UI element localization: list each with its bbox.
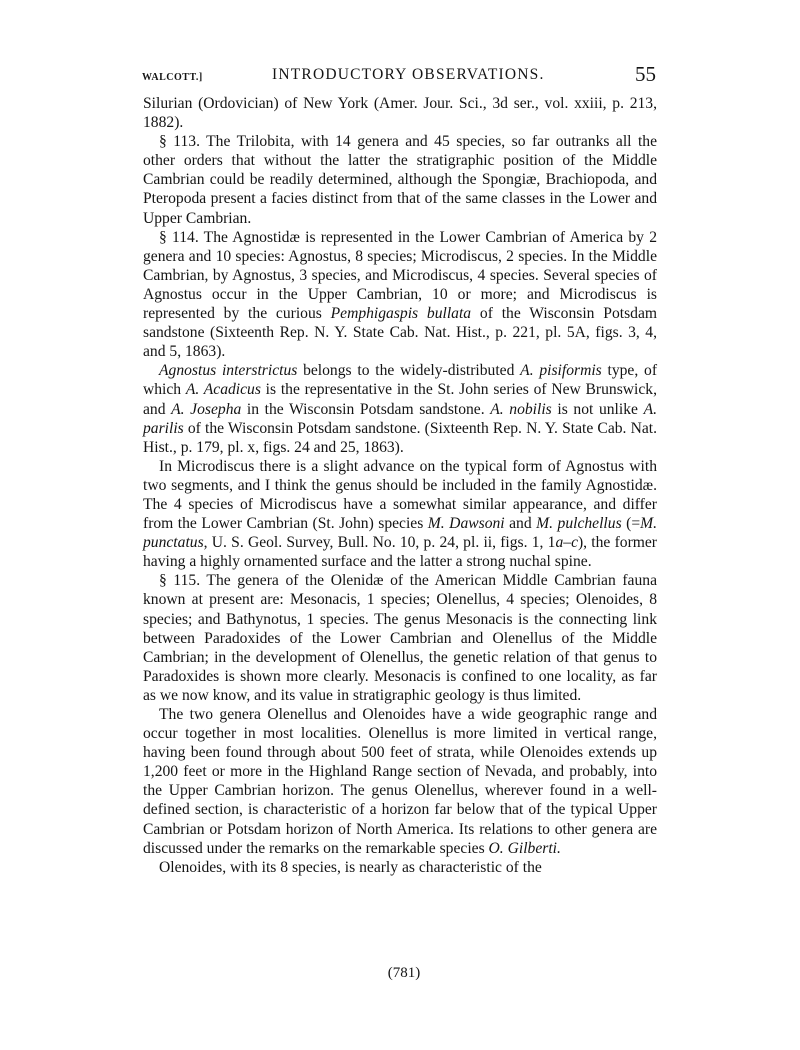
text-run: § 115. The genera of the Olenidæ of the American Middle Cambrian fauna known at present are: Mesonacis, 1 species; Olenellus, 4 species; Olenoides, 8 species; and Bathynotus, 1 species. The genus Mesonacis is the connecting link between Paradoxides of the Lower Cambrian and Olenellus of the Middle Cambrian; in the development of Olenellus, the genetic relation of that genus to Paradoxides is shown more clearly. Mesonacis is confined to one locality, as far as we now know, and its value in stratigraphic geology is thus limited.	[143, 572, 657, 704]
page-footer	[0, 965, 800, 982]
text-run: Silurian (Ordovician) of New York (Amer. Jour. Sci., 3d ser., vol. xxiii, p. 213, 1882).	[143, 95, 657, 132]
paragraph	[143, 228, 657, 362]
paragraph	[143, 94, 657, 132]
italic-text: Agnostus interstrictus	[159, 362, 298, 380]
italic-text: a–c	[555, 534, 578, 552]
text-run: of the Wisconsin Potsdam sandstone (Sixteenth Rep. N. Y. State Cab. Nat. Hist., p. 221, pl. 5A, figs. 3, 4, and 5, 1863).	[143, 305, 657, 361]
paragraph	[143, 858, 657, 877]
text-run: Olenoides, with its 8 species, is nearly as characteristic of the	[159, 858, 542, 876]
text-run: , U. S. Geol. Survey, Bull. No. 10, p. 24, pl. ii, figs. 1, 1	[203, 534, 556, 552]
italic-text: A. nobilis	[490, 400, 552, 418]
page-header	[142, 62, 656, 92]
italic-text: M. punctatus	[143, 515, 658, 552]
text-run: § 113. The Trilobita, with 14 genera and 45 species, so far outranks all the other orders that without the latter the stratigraphic position of the Middle Cambrian could be readily determined, although the Spongiæ, Brachiopoda, and Pteropoda present a facies distinct from that of the same classes in the Lower and Upper Cambrian.	[143, 133, 657, 227]
text-run: belongs to the widely-distributed	[297, 362, 521, 380]
text-run: in the Wisconsin Potsdam sandstone.	[241, 400, 491, 418]
italic-text: A. Josepha	[171, 400, 242, 418]
italic-text: A. parilis	[143, 400, 657, 437]
text-run: and	[504, 515, 537, 533]
running-title: INTRODUCTORY OBSERVATIONS.	[272, 66, 545, 83]
italic-text: M. pulchellus	[536, 515, 622, 533]
text-run: ), the former having a highly ornamented surface and the latter a strong nuchal spine.	[143, 534, 658, 571]
paragraph	[143, 361, 657, 456]
page-number: 55	[635, 62, 656, 86]
italic-text: Pemphigaspis bullata	[330, 305, 472, 323]
text-run: is the representative in the St. John series of New Brunswick, and	[143, 381, 657, 418]
paragraph	[143, 457, 657, 572]
text-run: (=	[621, 515, 641, 533]
text-run: The two genera Olenellus and Olenoides have a wide geographic range and occur together in most localities. Olenellus is more limited in vertical range, having been found through about 500 feet of strata, while Olenoides extends up 1,200 feet or more in the Highland Range section of Nevada, and probably, into the Upper Cambrian horizon. The genus Olenellus, wherever found in a well-defined section, is characteristic of a horizon far below that of the typical Upper Cambrian or Potsdam horizon of North America. Its relations to other genera are discussed under the remarks on the remarkable species	[143, 706, 657, 857]
folio-number: (781)	[387, 965, 421, 981]
italic-text: O. Gilberti.	[488, 839, 561, 857]
italic-text: A. pisiformis	[520, 362, 602, 380]
paragraph	[143, 705, 657, 858]
paragraph	[143, 571, 657, 705]
paragraph	[143, 132, 657, 227]
text-run: is not unlike	[551, 400, 644, 418]
text-run: of the Wisconsin Potsdam sandstone. (Sixteenth Rep. N. Y. State Cab. Nat. Hist., p. 179, pl. x, figs. 24 and 25, 1863).	[143, 419, 657, 456]
text-run: type, of which	[143, 362, 658, 399]
italic-text: M. Dawsoni	[427, 515, 505, 533]
text-run: § 114. The Agnostidæ is represented in the Lower Cambrian of America by 2 genera and 10 species: Agnostus, 8 species; Microdiscus, 2 species. In the Middle Cambrian, by Agnostus, 3 species, and Microdiscus, 4 species. Several species of Agnostus occur in the Upper Cambrian, 10 or more; and Microdiscus is represented by the curious	[143, 228, 657, 323]
text-run: In Microdiscus there is a slight advance on the typical form of Agnostus with two segments, and I think the genus should be included in the family Agnostidæ. The 4 species of Microdiscus have a somewhat similar appearance, and differ from the Lower Cambrian (St. John) species	[143, 457, 657, 533]
author-running-head: WALCOTT.]	[142, 72, 203, 83]
italic-text: A. Acadicus	[185, 381, 261, 399]
body-text	[143, 94, 657, 877]
